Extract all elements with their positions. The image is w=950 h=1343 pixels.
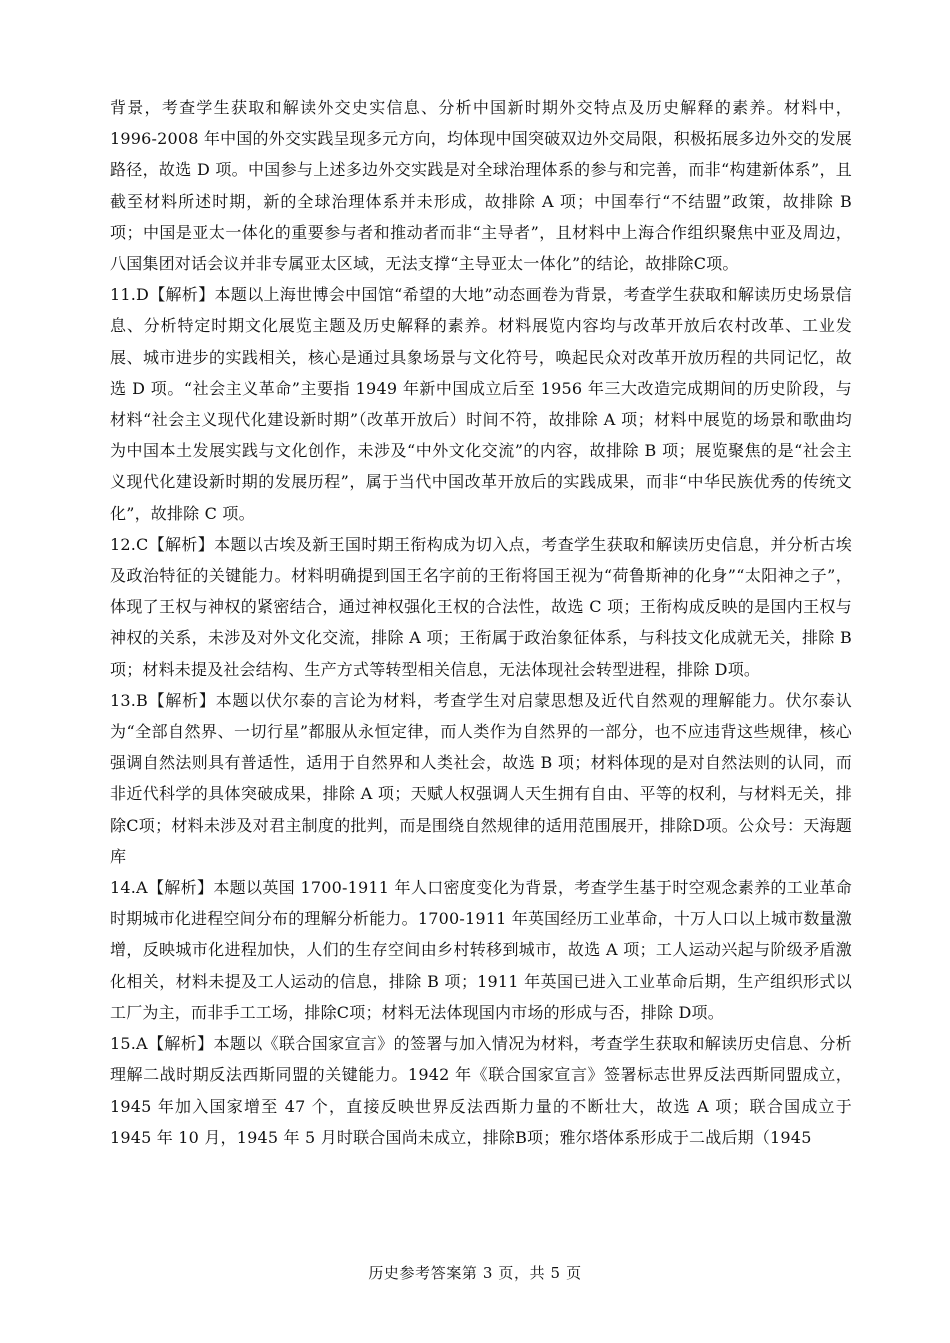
answer-paragraph-11: 11.D【解析】本题以上海世博会中国馆“希望的大地”动态画卷为背景，考查学生获取和解读历史场景信息、分析特定时期文化展览主题及历史解释的素养。材料展览内容均与改革开放后农村改革、工业发展、城市进步的实践相关，核心是通过具象场景与文化符号，唤起民众对改革开放历程的共同记忆，故选 D 项。“社会主义革命”主要指 1949 年新中国成立后至 1956 年三大改造完成期间的历史阶段，与材料“社会主义现代化建设新时期”（改革开放后）时间不符，故排除 A 项；材料中展览的场景和歌曲均为中国本土发展实践与文化创作，未涉及“中外文化交流”的内容，故排除 B 项；展览聚焦的是“社会主义现代化建设新时期的发展历程”，属于当代中国改革开放后的实践成果，而非“中华民族优秀的传统文化”，故排除 C 项。 — [110, 285, 852, 523]
answer-paragraph-12: 12.C【解析】本题以古埃及新王国时期王衔构成为切入点，考查学生获取和解读历史信息，并分析古埃及政治特征的关键能力。材料明确提到国王名字前的王衔将国王视为“荷鲁斯神的化身”“太阳神之子”，体现了王权与神权的紧密结合，通过神权强化王权的合法性，故选 C 项；王衔构成反映的是国内王权与神权的关系，未涉及对外文化交流，排除 A 项；王衔属于政治象征体系，与科技文化成就无关，排除 B 项；材料未提及社会结构、生产方式等转型相关信息，无法体现社会转型进程，排除 D项。 — [110, 534, 852, 679]
answer-paragraph-14: 14.A【解析】本题以英国 1700-1911 年人口密度变化为背景，考查学生基于时空观念素养的工业革命时期城市化进程空间分布的理解分析能力。1700-1911 年英国经历工业革命，十万人口以上城市数量激增，反映城市化进程加快，人们的生存空间由乡村转移到城市，故选 A 项；工人运动兴起与阶级矛盾激化相关，材料未提及工人运动的信息，排除 B 项；1911 年英国已进入工业革命后期，生产组织形式以工厂为主，而非手工工场，排除C项；材料无法体现国内市场的形成与否，排除 D项。 — [110, 878, 852, 1022]
page-footer: 历史参考答案第 3 页，共 5 页 — [368, 1264, 582, 1282]
answer-paragraph-13: 13.B【解析】本题以伏尔泰的言论为材料，考查学生对启蒙思想及近代自然观的理解能力。伏尔泰认为“全部自然界、一切行星”都服从永恒定律，而人类作为自然界的一部分，也不应违背这些规律，核心强调自然法则具有普适性，适用于自然界和人类社会，故选 B 项；材料体现的是对自然法则的认同，而非近代科学的具体突破成果，排除 A 项；天赋人权强调人天生拥有自由、平等的权利，与材料无关，排除C项；材料未涉及对君主制度的批判，而是围绕自然规律的适用范围展开，排除D项。公众号：天海题库 — [110, 690, 852, 866]
answer-paragraph-15: 15.A【解析】本题以《联合国家宣言》的签署与加入情况为材料，考查学生获取和解读历史信息、分析理解二战时期反法西斯同盟的关键能力。1942 年《联合国家宣言》签署标志世界反法西斯同盟成立，1945 年加入国家增至 47 个，直接反映世界反法西斯力量的不断壮大，故选 A 项；联合国成立于 1945 年 10 月，1945 年 5 月时联合国尚未成立，排除B项；雅尔塔体系形成于二战后期（1945 — [110, 1034, 852, 1147]
answer-paragraph-10-continued: 背景，考查学生获取和解读外交史实信息、分析中国新时期外交特点及历史解释的素养。材料中，1996-2008 年中国的外交实践呈现多元方向，均体现中国突破双边外交局限，积极拓展多边外交的发展路径，故选 D 项。中国参与上述多边外交实践是对全球治理体系的参与和完善，而非“构建新体系”，且截至材料所述时期，新的全球治理体系并未形成，故排除 A 项；中国奉行“不结盟”政策，故排除 B 项；中国是亚太一体化的重要参与者和推动者而非“主导者”，且材料中上海合作组织聚焦中亚及周边，八国集团对话会议并非专属亚太区域，无法支撑“主导亚太一体化”的结论，故排除C项。 — [110, 98, 852, 274]
answer-document-body — [110, 92, 852, 1153]
